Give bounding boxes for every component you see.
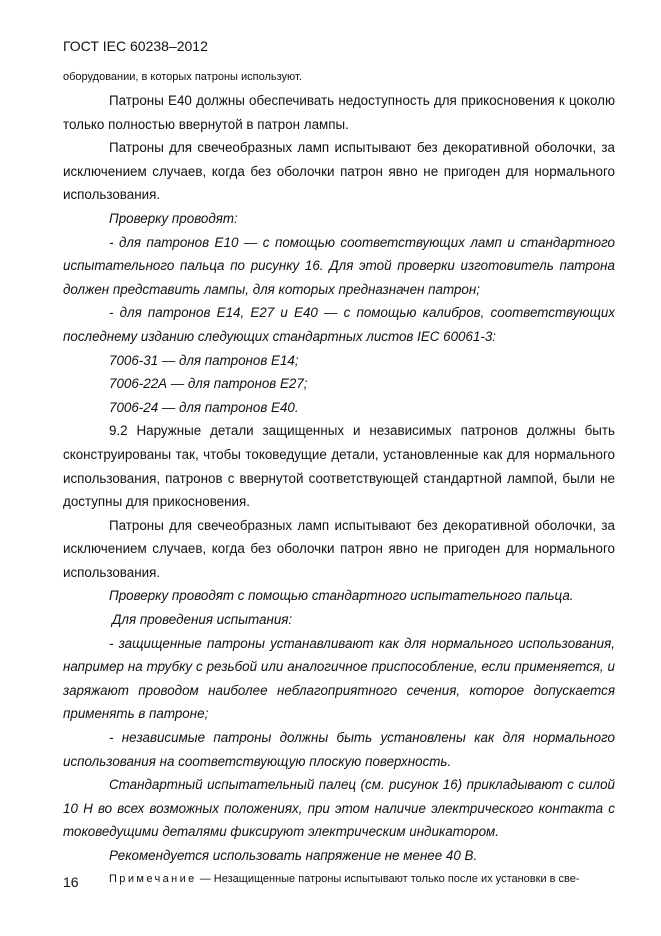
page-number: 16 — [63, 874, 79, 890]
paragraph: Проверку проводят с помощью стандартного испытательного пальца. — [109, 588, 574, 604]
list-item: - независимые патроны должны быть установлены как для нормального использования на соответствующую плоскую поверхность. — [63, 730, 615, 769]
list-item: 7006-24 — для патронов Е40. — [109, 399, 299, 415]
list-item: 7006-31 — для патронов Е14; — [109, 352, 299, 368]
paragraph: Рекомендуется использовать напряжение не менее 40 В. — [109, 848, 478, 863]
list-item: - защищенные патроны устанавливают как для нормального использования, например на трубку с резьбой или аналогичное приспособление, если применяется, и заряжают проводом наиболее неблагоприятного сечения, которое допускается применять в патроне; — [63, 635, 615, 722]
paragraph: оборудовании, в которых патроны используют. — [63, 71, 302, 83]
list-item: - для патронов Е14, Е27 и Е40 — с помощью калибров, соответствующих последнему изданию следующих стандартных листов IEC 60061-3: — [63, 305, 615, 344]
section-paragraph: 9.2 Наружные детали защищенных и независимых патронов должны быть сконструированы так, чтобы токоведущие детали, установленные как для нормального использования, патронов с ввернутой соответствующей стандартной лампой, были не доступны для прикосновения. — [63, 423, 615, 510]
paragraph: Патроны для свечеобразных ламп испытывают без декоративной оболочки, за исключением случаев, когда без оболочки патрон явно не пригоден для нормального использования. — [63, 517, 615, 580]
list-item: 7006-22А — для патронов Е27; — [109, 376, 308, 392]
paragraph: Стандартный испытательный палец (см. рисунок 16) прикладывают с силой 10 Н во всех возможных положениях, при этом наличие электрического контакта с токоведущими деталями фиксируют электрическим индикатором. — [63, 777, 615, 840]
note-label: Примечание — [109, 872, 197, 885]
standard-title: ГОСТ IEC 60238–2012 — [63, 38, 208, 54]
paragraph: Патроны Е40 должны обеспечивать недоступность для прикосновения к цоколю только полностью ввернутой в патрон лампы. — [63, 93, 615, 132]
note — [63, 871, 615, 887]
page-body — [63, 68, 615, 887]
paragraph: Патроны для свечеобразных ламп испытывают без декоративной оболочки, за исключением случаев, когда без оболочки патрон явно не пригоден для нормального использования. — [63, 140, 615, 203]
paragraph: Для проведения испытания: — [112, 612, 293, 628]
note-text: — Незащищенные патроны испытывают только после их установки в све- — [196, 872, 580, 885]
list-item: - для патронов Е10 — с помощью соответствующих ламп и стандартного испытательного пальца по рисунку 16. Для этой проверки изготовитель патрона должен представить лампы, для которых предназначен патрон; — [63, 234, 615, 297]
paragraph: Проверку проводят: — [109, 210, 238, 226]
